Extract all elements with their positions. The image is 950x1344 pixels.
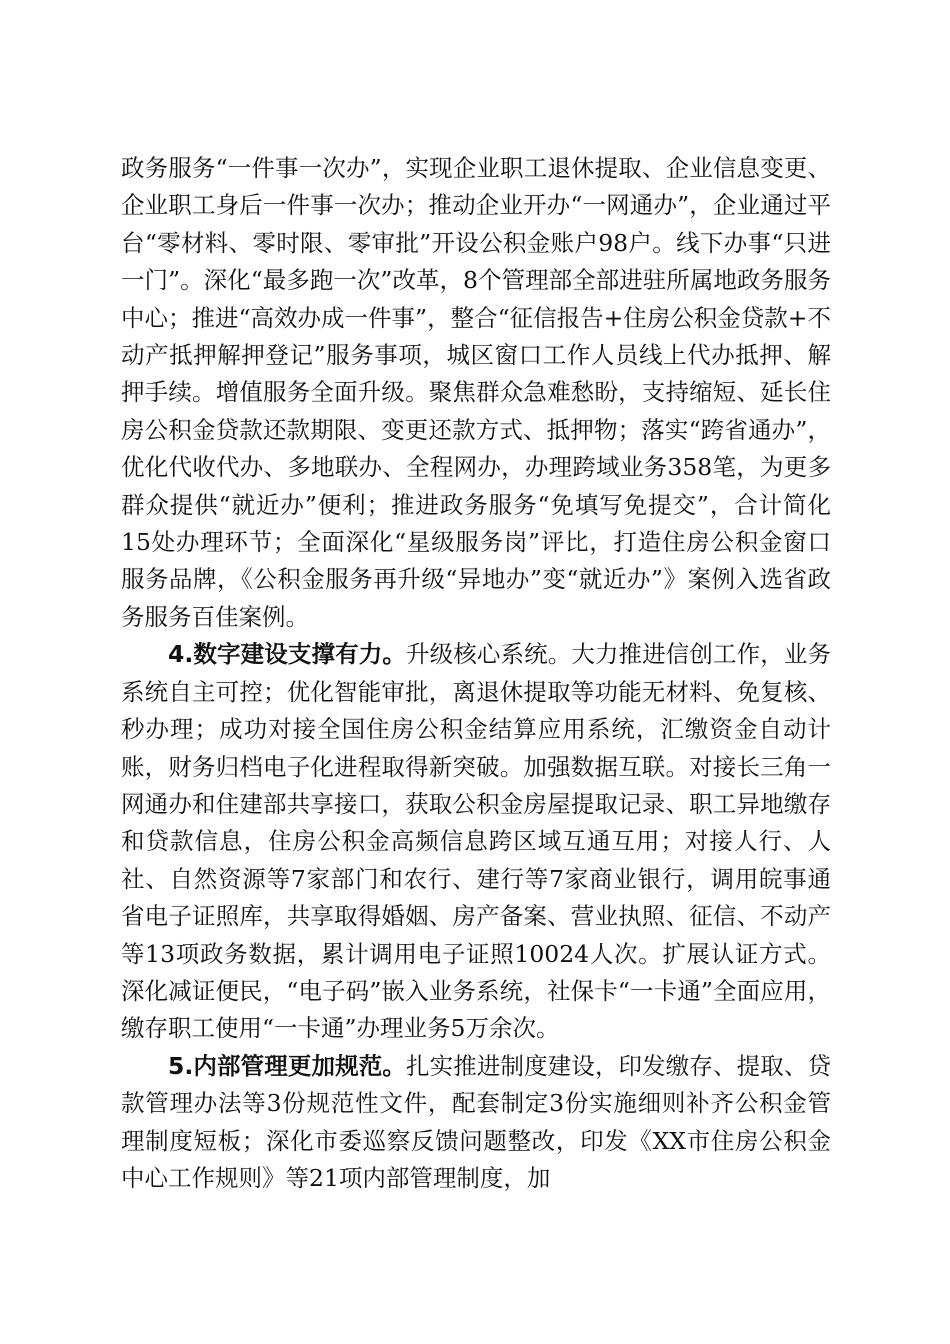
paragraph-text: 扎实推进制度建设，印发缴存、提取、贷款管理办法等3份规范性文件，配套制定3份实施细则补齐公积金管理制度短板；深化市委巡察反馈问题整改，印发《XX市住房公积金中心工作规则》等21项内部管理制度，加 xyxy=(121,1051,832,1192)
paragraph-digital-construction xyxy=(121,636,831,1047)
paragraph-internal-management xyxy=(121,1048,831,1198)
paragraph-text: 政务服务“一件事一次办”，实现企业职工退休提取、企业信息变更、企业职工身后一件事一次办；推动企业开办“一网通办”，企业通过平台“零材料、零时限、零审批”开设公积金账户98户。线下办事“只进一门”。深化“最多跑一次”改革，8个管理部全部进驻所属地政务服务中心；推进“高效办成一件事”，整合“征信报告+住房公积金贷款+不动产抵押解押登记”服务事项，城区窗口工作人员线上代办抵押、解押手续。增值服务全面升级。聚焦群众急难愁盼，支持缩短、延长住房公积金贷款还款期限、变更还款方式、抵押物；落实“跨省通办”，优化代收代办、多地联办、全程网办，办理跨域业务358笔，为更多群众提供“就近办”便利；推进政务服务“免填写免提交”，合计简化15处办理环节；全面深化“星级服务岗”评比，打造住房公积金窗口服务品牌，《公积金服务再升级“异地办”变“就近办”》案例入选省政务服务百佳案例。 xyxy=(121,154,831,631)
paragraph-service-upgrade xyxy=(121,150,831,636)
paragraph-heading: 4.数字建设支撑有力。 xyxy=(168,640,406,669)
paragraph-text: 升级核心系统。大力推进信创工作，业务系统自主可控；优化智能审批，离退休提取等功能无材料、免复核、秒办理；成功对接全国住房公积金结算应用系统，汇缴资金自动计账，财务归档电子化进程取得新突破。加强数据互联。对接长三角一网通办和住建部共享接口，获取公积金房屋提取记录、职工异地缴存和贷款信息，住房公积金高频信息跨区域互通互用；对接人行、人社、自然资源等7家部门和农行、建行等7家商业银行，调用皖事通省电子证照库，共享取得婚姻、房产备案、营业执照、征信、不动产等13项政务数据，累计调用电子证照10024人次。扩展认证方式。深化减证便民，“电子码”嵌入业务系统，社保卡“一卡通”全面应用，缴存职工使用“一卡通”办理业务5万余次。 xyxy=(121,640,832,1043)
paragraph-heading: 5.内部管理更加规范。 xyxy=(168,1051,406,1080)
document-body xyxy=(121,150,831,1197)
